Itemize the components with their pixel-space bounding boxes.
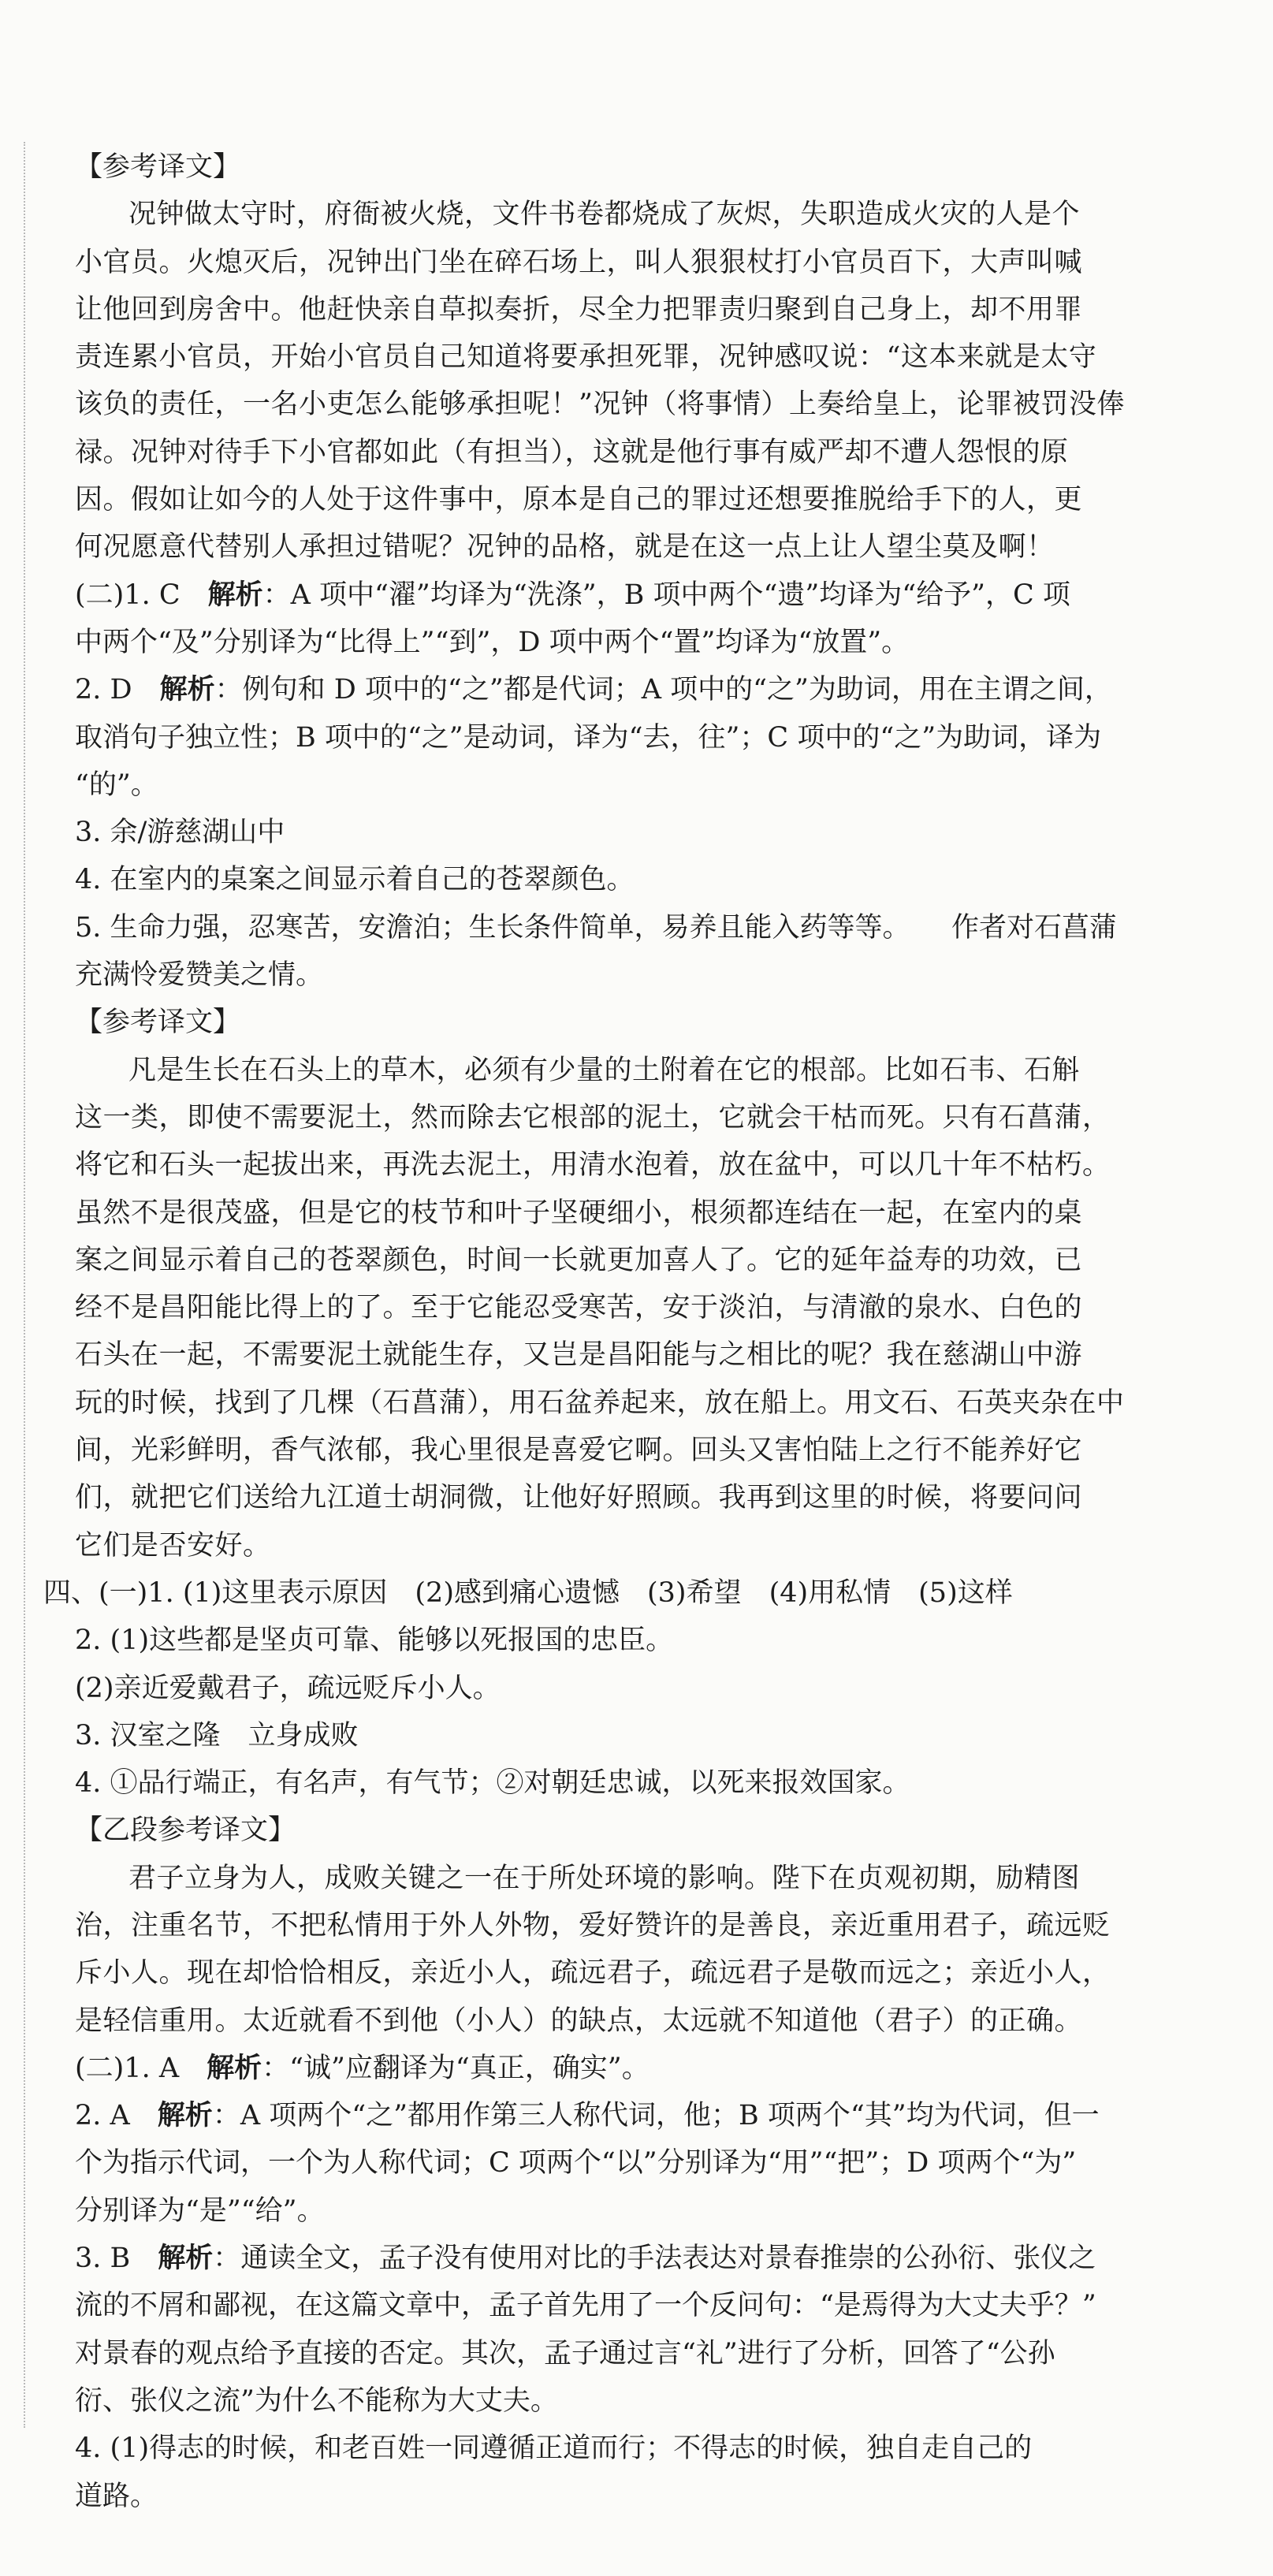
text-line: 分别译为“是”“给”。	[75, 2194, 325, 2227]
text-line: 3. 余/游慈湖山中	[75, 817, 285, 849]
text-line: 4. 在室内的桌案之间显示着自己的苍翠颜色。	[75, 864, 635, 896]
text-line: 它们是否安好。	[75, 1529, 271, 1562]
text-line: 斥小人。现在却恰恰相反，亲近小人，疏远君子，疏远君子是敬而远之；亲近小人，	[75, 1957, 1111, 1990]
margin-dotted-rule	[24, 142, 25, 2428]
analysis-keyword: 解析	[157, 2099, 213, 2132]
analysis-keyword: 解析	[158, 2242, 214, 2275]
text-line: 道路。	[75, 2480, 158, 2512]
text-line: 石头在一起，不需要泥土就能生存，又岂是昌阳能与之相比的呢？我在慈湖山中游	[75, 1339, 1083, 1372]
text-line: 4. ①品行端正，有名声，有气节；②对朝廷忠诚，以死来报效国家。	[75, 1767, 910, 1800]
text-line: 因。假如让如今的人处于这件事中，原本是自己的罪过还想要推脱给手下的人，更	[75, 484, 1083, 516]
text-line: 案之间显示着自己的苍翠颜色，时间一长就更加喜人了。它的延年益寿的功效，已	[75, 1244, 1083, 1276]
text-line: “的”。	[75, 769, 158, 801]
text-line: 是轻信重用。太近就看不到他（小人）的缺点，太远就不知道他（君子）的正确。	[75, 2005, 1083, 2037]
text-line: 3. B 解析：通读全文，孟子没有使用对比的手法表达对景春推崇的公孙衍、张仪之	[75, 2242, 1096, 2275]
text-line: 4. (1)得志的时候，和老百姓一同遵循正道而行；不得志的时候，独自走自己的	[75, 2433, 1033, 2465]
text-line: 取消句子独立性；B 项中的“之”是动词，译为“去，往”；C 项中的“之”为助词，译为	[75, 721, 1102, 754]
text-line: 虽然不是很茂盛，但是它的枝节和叶子坚硬细小，根须都连结在一起，在室内的桌	[75, 1197, 1083, 1229]
text-line: 治，注重名节，不把私情用于外人外物，爱好赞许的是善良，亲近重用君子，疏远贬	[75, 1909, 1111, 1941]
text-line: 2. D 解析：例句和 D 项中的“之”都是代词；A 项中的“之”为助词，用在主谓之间，	[75, 673, 1112, 706]
text-line: 何况愿意代替别人承担过错呢？况钟的品格，就是在这一点上让人望尘莫及啊！	[75, 531, 1055, 564]
text-line: 中两个“及”分别译为“比得上”“到”，D 项中两个“置”均译为“放置”。	[75, 626, 910, 658]
text-line: 该负的责任，一名小吏怎么能够承担呢！”况钟（将事情）上奏给皇上，论罪被罚没俸	[75, 389, 1125, 421]
text-line: (2)亲近爱戴君子，疏远贬斥小人。	[75, 1672, 501, 1704]
text-line: 个为指示代词，一个为人称代词；C 项两个“以”分别译为“用”“把”；D 项两个“为”	[75, 2147, 1077, 2180]
text-line: 君子立身为人，成败关键之一在于所处环境的影响。陛下在贞观初期，励精图	[128, 1862, 1081, 1894]
text-line: 小官员。火熄灭后，况钟出门坐在碎石场上，叫人狠狠杖打小官员百下，大声叫喊	[75, 246, 1083, 278]
text-line: 充满怜爱赞美之情。	[75, 959, 324, 992]
text-line: (二)1. C 解析：A 项中“濯”均译为“洗涤”，B 项中两个“遗”均译为“给予”，C 项	[75, 578, 1070, 611]
text-line: 3. 汉室之隆 立身成败	[75, 1719, 359, 1751]
text-line: 让他回到房舍中。他赶快亲自草拟奏折，尽全力把罪责归聚到自己身上，却不用罪	[75, 293, 1083, 326]
analysis-keyword: 解析	[159, 673, 215, 706]
text-line: 凡是生长在石头上的草木，必须有少量的土附着在它的根部。比如石韦、石斛	[128, 1054, 1081, 1086]
text-line: (二)1. A 解析：“诚”应翻译为“真正，确实”。	[75, 2051, 650, 2084]
text-line: 将它和石头一起拔出来，再洗去泥土，用清水泡着，放在盆中，可以几十年不枯朽。	[75, 1149, 1111, 1182]
text-line: 【参考译文】	[75, 151, 241, 183]
text-line: 们，就把它们送给九江道士胡洞微，让他好好照顾。我再到这里的时候，将要问问	[75, 1482, 1083, 1514]
text-line: 2. A 解析：A 项两个“之”都用作第三人称代词，他；B 项两个“其”均为代词，但一	[75, 2099, 1100, 2132]
text-line: 对景春的观点给予直接的否定。其次，孟子通过言“礼”进行了分析，回答了“公孙	[75, 2337, 1055, 2369]
text-line: 间，光彩鲜明，香气浓郁，我心里很是喜爱它啊。回头又害怕陆上之行不能养好它	[75, 1435, 1083, 1467]
text-line: 这一类，即使不需要泥土，然而除去它根部的泥土，它就会干枯而死。只有石菖蒲，	[75, 1101, 1111, 1134]
text-line: 经不是昌阳能比得上的了。至于它能忍受寒苦，安于淡泊，与清澈的泉水、白色的	[75, 1292, 1083, 1324]
text-line: 【参考译文】	[75, 1007, 241, 1039]
text-line: 禄。况钟对待手下小官都如此（有担当），这就是他行事有威严却不遭人怨恨的原	[75, 436, 1069, 468]
text-line: 四、(一)1. (1)这里表示原因 (2)感到痛心遗憾 (3)希望 (4)用私情 (5)这样	[43, 1576, 1013, 1609]
analysis-keyword: 解析	[207, 2051, 262, 2084]
text-line: 【乙段参考译文】	[75, 1815, 296, 1847]
text-line: 流的不屑和鄙视，在这篇文章中，孟子首先用了一个反问句：“是焉得为大丈夫乎？”	[75, 2290, 1096, 2322]
text-line: 5. 生命力强，忍寒苦，安澹泊；生长条件简单，易养且能入药等等。 作者对石菖蒲	[75, 911, 1118, 944]
analysis-keyword: 解析	[207, 578, 263, 611]
text-line: 责连累小官员，开始小官员自己知道将要承担死罪，况钟感叹说：“这本来就是太守	[75, 341, 1097, 374]
answer-page-body	[43, 143, 1226, 2520]
text-line: 衍、张仪之流”为什么不能称为大丈夫。	[75, 2384, 558, 2417]
text-line: 2. (1)这些都是坚贞可靠、能够以死报国的忠臣。	[75, 1625, 674, 1657]
text-line: 玩的时候，找到了几棵（石菖蒲），用石盆养起来，放在船上。用文石、石英夹杂在中	[75, 1387, 1125, 1419]
text-line: 况钟做太守时，府衙被火烧，文件书卷都烧成了灰烬，失职造成火灾的人是个	[128, 199, 1081, 231]
